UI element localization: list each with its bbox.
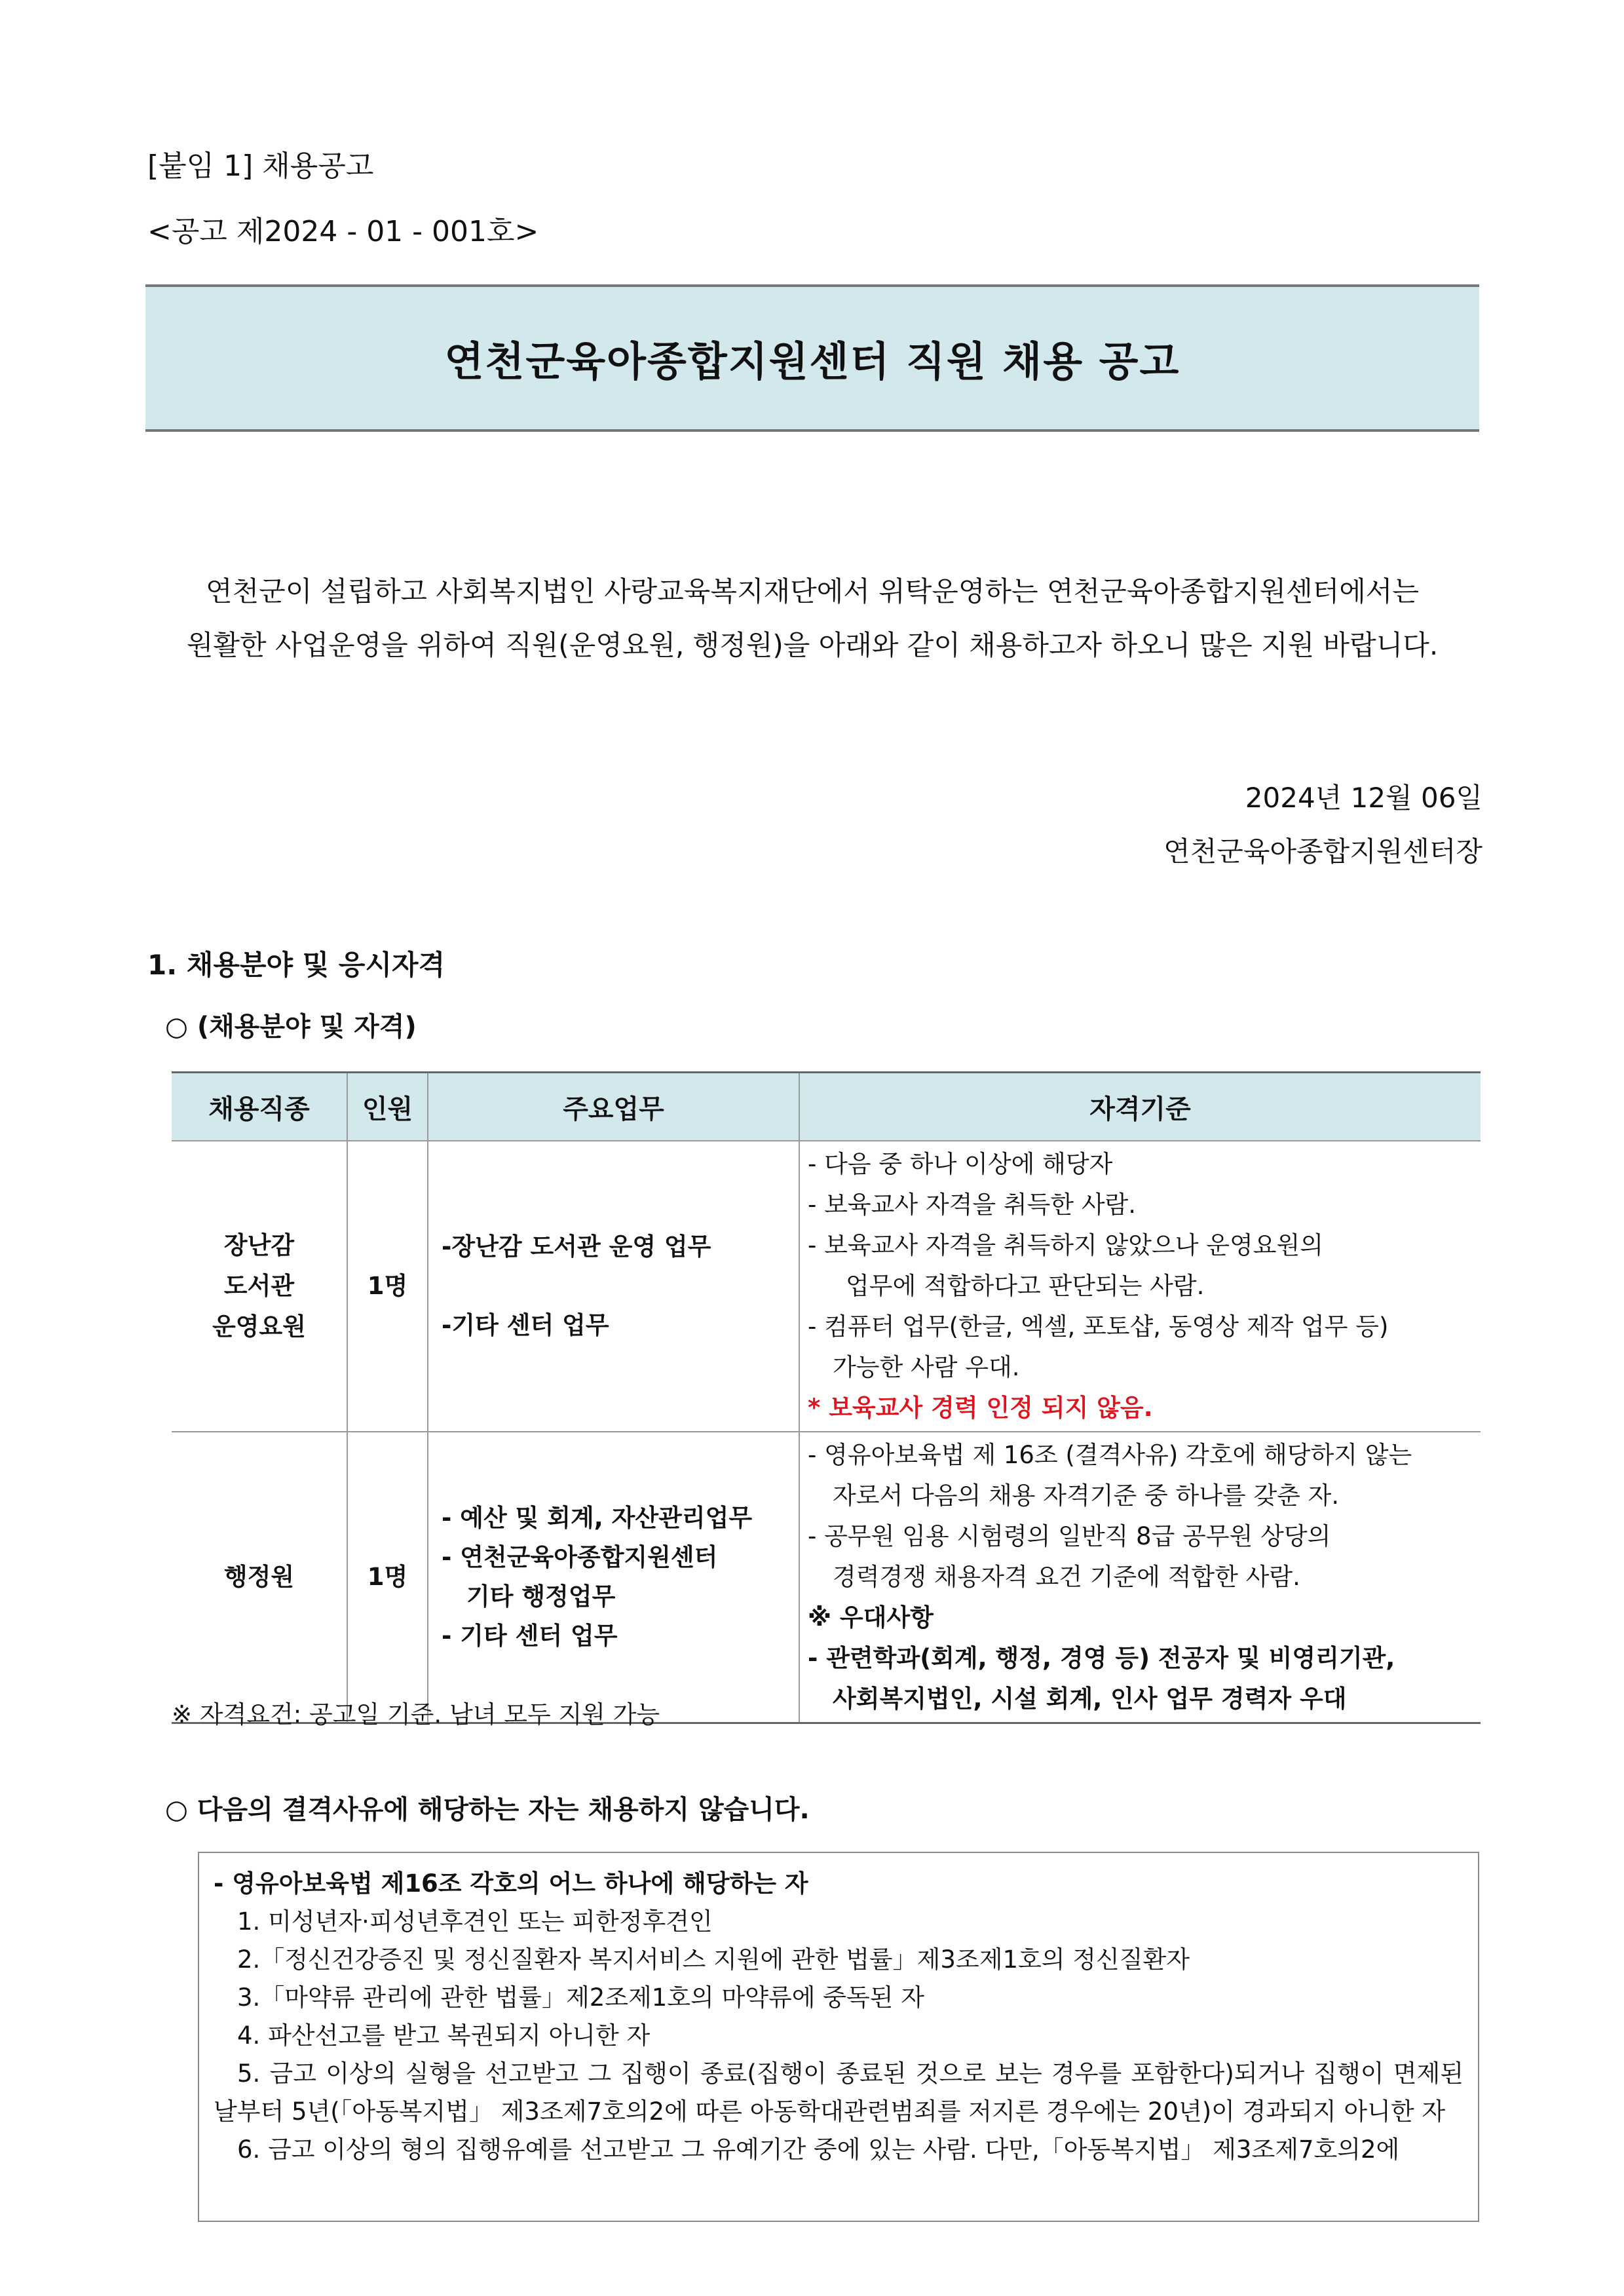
signer-name: 연천군육아종합지원센터장	[1163, 835, 1482, 868]
warning-note: * 보육교사 경력 인정 되지 않음.	[808, 1394, 1153, 1422]
box-title: - 영유아보육법 제16조 각호의 어느 하나에 해당하는 자	[214, 1869, 808, 1898]
disqualification-box	[198, 1852, 1479, 2222]
table-row	[172, 1141, 1481, 1432]
header-job-type: 채용직종	[172, 1073, 347, 1141]
header-count: 인원	[347, 1073, 428, 1141]
job-line: 행정원	[223, 1563, 295, 1591]
section-heading-recruitment: 1. 채용분야 및 응시자격	[147, 949, 445, 981]
list-item: 4. 파산선고를 받고 복권되지 아니한 자	[237, 2021, 651, 2050]
duties-cell	[428, 1141, 799, 1432]
qual-line: - 보육교사 자격을 취득한 사람.	[808, 1191, 1137, 1219]
count-cell: 1명	[347, 1141, 428, 1432]
qual-line: 경력경쟁 채용자격 요건 기준에 적합한 사람.	[833, 1563, 1300, 1591]
duty-line: 기타 행정업무	[466, 1582, 616, 1611]
header-duties: 주요업무	[428, 1073, 799, 1141]
job-line: 도서관	[223, 1272, 295, 1300]
duty-line: - 예산 및 회계, 자산관리업무	[442, 1504, 753, 1532]
qual-line: - 컴퓨터 업무(한글, 엑셀, 포토샵, 동영상 제작 업무 등)	[808, 1312, 1389, 1341]
qualifications-cell	[799, 1141, 1481, 1432]
job-cell	[172, 1432, 347, 1723]
count-cell: 1명	[347, 1432, 428, 1723]
page-title: 연천군육아종합지원센터 직원 채용 공고	[444, 337, 1180, 385]
job-cell	[172, 1141, 347, 1432]
list-item: 2.「정신건강증진 및 정신질환자 복지서비스 지원에 관한 법률」제3조제1호의 정신질환자	[237, 1945, 1190, 1974]
notice-number: <공고 제2024 - 01 - 001호>	[147, 215, 539, 248]
qualification-footnote: ※ 자격요건: 공고일 기준. 남녀 모두 지원 가능	[172, 1700, 660, 1729]
header-qualifications: 자격기준	[799, 1073, 1481, 1141]
disqualification-heading: ○ 다음의 결격사유에 해당하는 자는 채용하지 않습니다.	[165, 1795, 810, 1825]
notice-date: 2024년 12월 06일	[1245, 782, 1482, 814]
qual-line: - 관련학과(회계, 행정, 경영 등) 전공자 및 비영리기관,	[808, 1644, 1395, 1672]
qual-line: - 영유아보육법 제 16조 (결격사유) 각호에 해당하지 않는	[808, 1441, 1412, 1469]
qual-line: 자로서 다음의 채용 자격기준 중 하나를 갖춘 자.	[833, 1482, 1340, 1510]
qual-line: 사회복지법인, 시설 회계, 인사 업무 경력자 우대	[833, 1685, 1347, 1713]
recruitment-table	[172, 1071, 1481, 1724]
list-item: 6. 금고 이상의 형의 집행유예를 선고받고 그 유예기간 중에 있는 사람. 다만,「아동복지법」 제3조제7호의2에	[237, 2135, 1400, 2164]
list-item: 3.「마약류 관리에 관한 법률」제2조제1호의 마약류에 중독된 자	[237, 1983, 925, 2012]
intro-line-2: 원활한 사업운영을 위하여 직원(운영요원, 행정원)을 아래와 같이 채용하고자 하오니 많은 지원 바랍니다.	[186, 629, 1439, 661]
duty-line: -기타 센터 업무	[442, 1311, 609, 1339]
qual-line: - 다음 중 하나 이상에 해당자	[808, 1150, 1113, 1178]
title-banner	[145, 284, 1479, 432]
qualifications-cell	[799, 1432, 1481, 1723]
qual-line: ※ 우대사항	[808, 1603, 934, 1632]
duties-cell	[428, 1432, 799, 1723]
list-item: 5. 금고 이상의 실형을 선고받고 그 집행이 종료(집행이 종료된 것으로 보는 경우를 포함한다)되거나 집행이 면제된 날부터 5년(「아동복지법」 제3조제7호의2에 따른 아동학대관련범죄를 저지른 경우에는 20년)이 경과되지 아니한 자	[214, 2059, 1463, 2126]
attachment-label: [붙임 1] 채용공고	[147, 149, 374, 183]
qual-line: - 공무원 임용 시험령의 일반직 8급 공무원 상당의	[808, 1522, 1331, 1550]
job-line: 운영요원	[212, 1312, 306, 1341]
qual-line: 가능한 사람 우대.	[833, 1353, 1020, 1381]
intro-line-1: 연천군이 설립하고 사회복지법인 사랑교육복지재단에서 위탁운영하는 연천군육아종합지원센터에서는	[206, 575, 1419, 607]
duty-line: -장난감 도서관 운영 업무	[442, 1233, 711, 1261]
sub-heading-qualifications: ○ (채용분야 및 자격)	[165, 1012, 417, 1042]
table-row	[172, 1432, 1481, 1723]
duty-line: - 연천군육아종합지원센터	[442, 1543, 718, 1571]
qual-line: 업무에 적합하다고 판단되는 사람.	[846, 1272, 1205, 1300]
table-header-row	[172, 1073, 1481, 1141]
qual-line: - 보육교사 자격을 취득하지 않았으나 운영요원의	[808, 1231, 1323, 1259]
job-line: 장난감	[223, 1231, 295, 1259]
duty-line: - 기타 센터 업무	[442, 1622, 618, 1650]
list-item: 1. 미성년자·피성년후견인 또는 피한정후견인	[237, 1907, 713, 1936]
